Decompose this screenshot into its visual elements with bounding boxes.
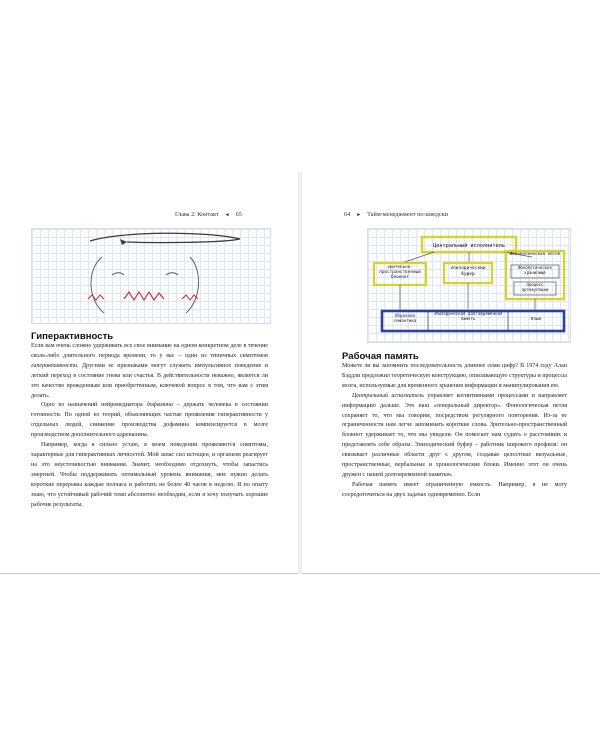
phonological-store-label: Фонологическое хранилище — [518, 266, 552, 275]
central-executive-label: Центральный исполнитель — [433, 243, 505, 249]
left-running-header — [175, 211, 242, 218]
page-number: 64 — [344, 211, 351, 218]
left-body-text — [31, 342, 268, 510]
page-bottom-edge — [302, 573, 600, 574]
text-run: Например, когда я сильно устаю, в моем поведении проявляются симптомы, характерные для гиперактивных личностей. Мой запас сил истощен, и организм реагирует на это неусточивостью внимания. Значит, необходимо отдохнуть, чтобы запастись энергией. Чтобы поддерживать оптимальный уровень внимания, мне нужно делать короткие перерывы каждые полчаса и работать не более 40 часов в неделю. Я по опыту знаю, что устойчивый рабочий темп абсолютно необходим, если я хочу получать хорошие рабочие результаты. — [31, 442, 268, 508]
language-label: Язык — [530, 317, 542, 322]
articulation-label: Процесс артикуляции — [521, 283, 549, 292]
section-title-hyperactivity: Гиперактивность — [31, 331, 114, 342]
paragraph — [342, 481, 567, 501]
episodic-buffer-label: Эпизодический буфер — [450, 266, 486, 277]
text-run: – держать человека в состоянии готовности. По одной из теорий, объясняющих частые проявления гиперактивности у отдельных людей, снижение производства дофамина компенсируется в мозге производством дополнительного адреналина. — [31, 402, 268, 439]
paragraph — [31, 441, 268, 510]
paragraph — [31, 401, 268, 441]
text-run: Другими ее признаками могут служить импульсивное поведение и легкий переход в состояние гнева или счастья. В действительности неважно, является ли это качество врожденным или приобретенным, ключевой вопрос в том, что вам с этим делать. — [31, 362, 268, 399]
right-running-header — [344, 211, 448, 218]
page-number: 65 — [235, 211, 242, 218]
triangle-left-icon: ◄ — [224, 213, 230, 218]
emphasis: гиперактивности. — [31, 362, 79, 369]
page-bottom-edge — [0, 573, 298, 574]
emphasis: дофамина — [146, 402, 173, 409]
phonological-loop-label: Фонологическая петля — [509, 252, 561, 256]
emphasis: Центральный исполнитель — [352, 392, 424, 399]
text-run: Можете ли вы запомнить последовательность длиннее семи цифр? В 1974 году Алан Бэддли предложил теоретическую конструкцию, описывающую структуры и процессы мозга, используемые для временного хранения информации и манипулирования ею. — [342, 363, 567, 389]
triangle-right-icon: ► — [356, 213, 362, 218]
book-title: Тайм-менеджмент по-шведски — [367, 211, 449, 218]
paragraph — [31, 342, 268, 401]
section-title-working-memory: Рабочая память — [342, 351, 419, 362]
text-run: Рабочая память имеет ограниченную емкость. Например, я не могу сосредоточиться на двух задачах одновременно. Если — [342, 481, 567, 498]
doodle-face-figure — [31, 228, 271, 324]
visual-semantics-label: Образная семантика — [393, 313, 417, 323]
text-run: управляет когнитивными процессами и направляет информацию дальше. Это наш «генеральный директор». Фонологическая петля сохраняет то, что мы говорим, посредством регулярного повторения. Из-за ее ограниченности нам легче запоминать короткие слова. Зрительно-пространственный блокнот удерживает то, что мы увидели. Он помогает нам судить о расстояниях и представлять себе образы. Эпизодический буфер – работник широкого профиля: он связывает различные области друг с другом, создавая целостные визуальные, пространственные, вербальные и хронологические блоки. Именно этот он очень дружен с нашей долговременной памятью. — [342, 392, 567, 478]
diagram-drawing — [368, 229, 570, 342]
text-run: Если вам очень сложно удерживать все свое внимание на одном конкретном деле в течение сколь-либо длительного периода времени, то у вас – один из типичных симптомов — [31, 343, 268, 359]
right-body-text — [342, 362, 567, 501]
paragraph — [342, 392, 567, 481]
paragraph — [342, 362, 567, 392]
text-run: Одно из назначений нейромедиатора — [41, 402, 147, 409]
episodic-ltm-label: Эпизодическая долговременная память — [433, 312, 503, 321]
visuospatial-label: Зрительно-пространственный блокнот — [379, 265, 421, 280]
working-memory-diagram — [367, 228, 571, 343]
doodle-face-drawing — [32, 229, 270, 323]
chapter-title: Глава 2. Контакт — [175, 211, 219, 218]
